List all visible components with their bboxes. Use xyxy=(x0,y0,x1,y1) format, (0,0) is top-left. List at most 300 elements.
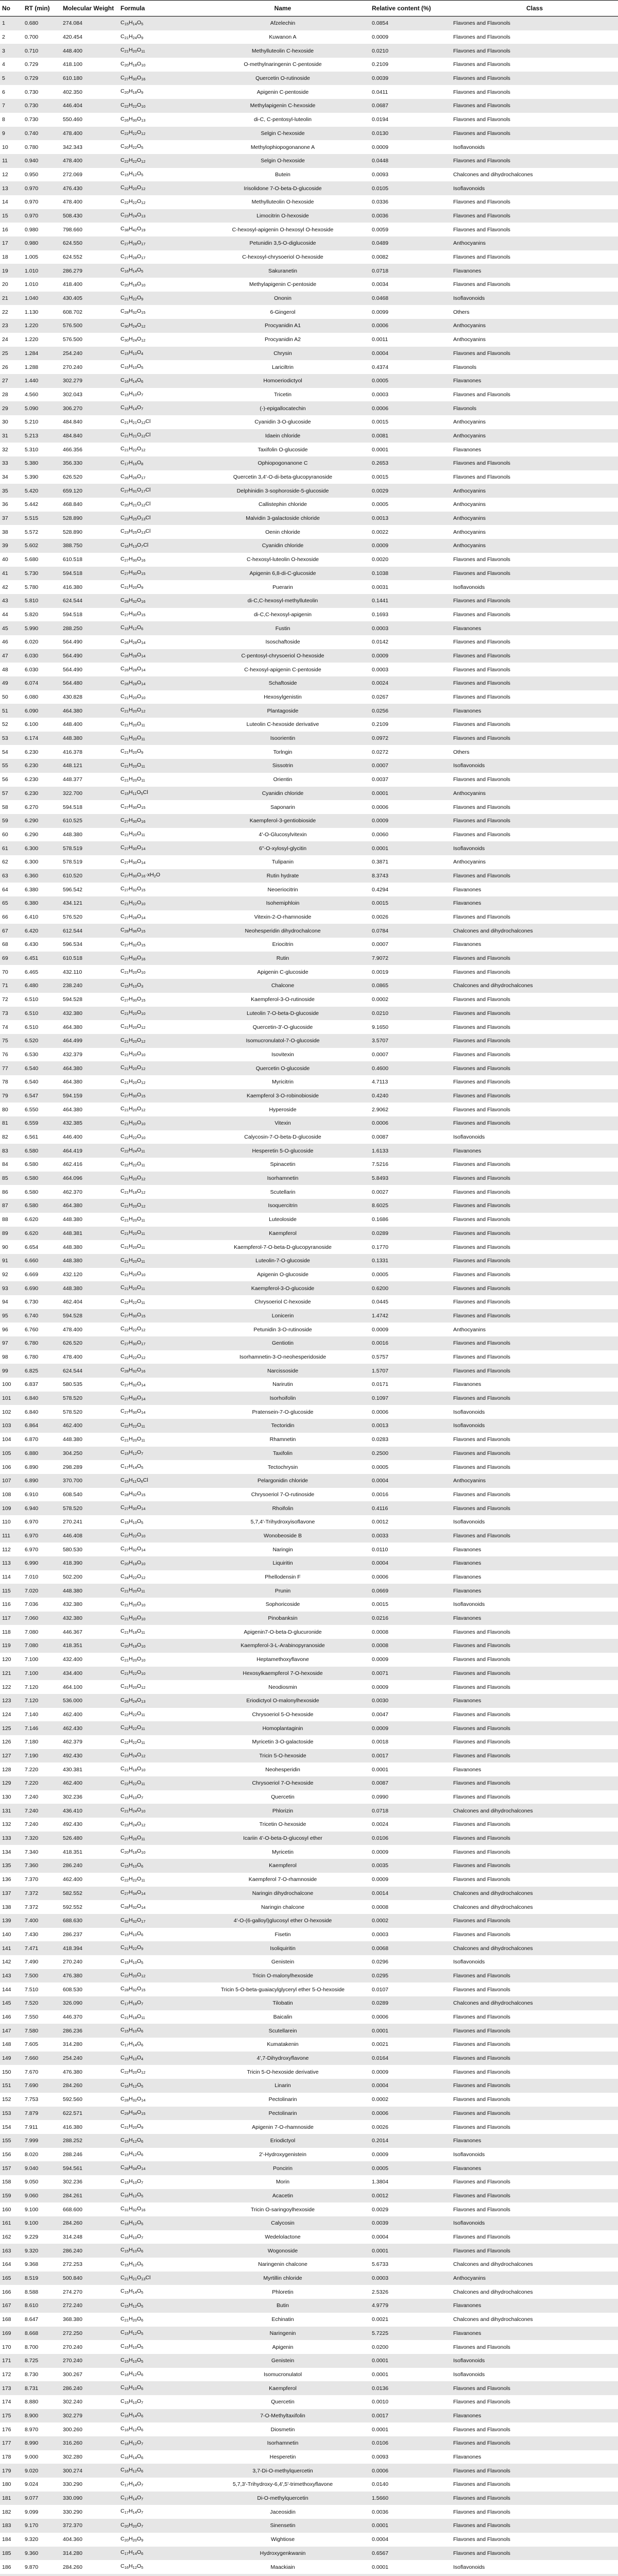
cell-rt: 6.020 xyxy=(23,635,61,649)
cell-molecular-weight: 448.381 xyxy=(61,1227,118,1241)
cell-no: 1 xyxy=(0,16,23,30)
cell-rt: 0.940 xyxy=(23,154,61,168)
cell-class: Flavones and Flavonols xyxy=(451,1048,618,1062)
cell-relative-content: 0.4240 xyxy=(370,1089,451,1103)
cell-no: 78 xyxy=(0,1075,23,1089)
cell-formula: $C_{20}H_{18}O_{10}$ xyxy=(118,1639,196,1653)
table-row xyxy=(0,443,618,456)
cell-formula: $C_{27}H_{32}O_{14}$ xyxy=(118,1378,196,1392)
cell-no: 163 xyxy=(0,2244,23,2258)
cell-formula: $C_{27}H_{28}O_{14}$ xyxy=(118,910,196,924)
cell-molecular-weight: 316.260 xyxy=(61,2436,118,2450)
cell-class: Flavones and Flavonols xyxy=(451,828,618,842)
cell-no: 149 xyxy=(0,2052,23,2065)
cell-molecular-weight: 528.890 xyxy=(61,525,118,539)
cell-relative-content: 0.2109 xyxy=(370,58,451,72)
cell-formula: $C_{21}H_{22}O_{10}$ xyxy=(118,896,196,910)
cell-formula: $C_{21}H_{20}O_{12}$ xyxy=(118,1680,196,1694)
table-row xyxy=(0,1996,618,2010)
cell-relative-content: 0.0015 xyxy=(370,896,451,910)
cell-molecular-weight: 578.519 xyxy=(61,855,118,869)
cell-name: Butin xyxy=(196,2299,370,2313)
cell-name: C-hexosyl-apigenin O-hexosyl O-hexoside xyxy=(196,223,370,236)
cell-relative-content: 0.1441 xyxy=(370,594,451,608)
cell-class: Flavanones xyxy=(451,2450,618,2464)
cell-molecular-weight: 270.240 xyxy=(61,2340,118,2354)
cell-class: Chalcones and dihydrochalcones xyxy=(451,2285,618,2299)
table-row xyxy=(0,1639,618,1653)
cell-relative-content: 0.0003 xyxy=(370,388,451,402)
table-row xyxy=(0,1474,618,1488)
cell-rt: 6.669 xyxy=(23,1268,61,1282)
table-row xyxy=(0,2065,618,2079)
cell-relative-content: 4.9779 xyxy=(370,2299,451,2313)
cell-class: Flavones and Flavonols xyxy=(451,2436,618,2450)
cell-class: Flavanones xyxy=(451,1694,618,1708)
cell-formula: $C_{15}H_{10}O_5$ xyxy=(118,1515,196,1529)
table-row xyxy=(0,1227,618,1241)
cell-relative-content: 0.0021 xyxy=(370,2313,451,2327)
cell-class: Flavones and Flavonols xyxy=(451,2492,618,2505)
cell-class: Flavones and Flavonols xyxy=(451,594,618,608)
cell-formula: $C_{23}H_{25}O_{13}Cl$ xyxy=(118,525,196,539)
cell-formula: $C_{22}H_{22}O_{11}$ xyxy=(118,1708,196,1722)
cell-relative-content: 9.1650 xyxy=(370,1020,451,1034)
cell-no: 153 xyxy=(0,2107,23,2121)
cell-name: Methylapigenin C-pentoside xyxy=(196,278,370,292)
cell-formula: C17H14O7 xyxy=(118,2478,196,2492)
cell-rt: 5.442 xyxy=(23,498,61,512)
table-row xyxy=(0,1130,618,1144)
cell-class: Flavones and Flavonols xyxy=(451,1309,618,1323)
cell-name: Methylluteolin O-hexoside xyxy=(196,195,370,209)
cell-rt: 6.380 xyxy=(23,883,61,896)
cell-molecular-weight: 466.356 xyxy=(61,443,118,456)
cell-class: Flavones and Flavonols xyxy=(451,2175,618,2189)
cell-class: Flavones and Flavonols xyxy=(451,608,618,622)
cell-no: 80 xyxy=(0,1103,23,1116)
cell-formula: $C_{21}H_{20}O_{11}$ xyxy=(118,732,196,745)
cell-rt: 7.400 xyxy=(23,1914,61,1928)
cell-rt: 7.100 xyxy=(23,1667,61,1681)
table-row xyxy=(0,2175,618,2189)
cell-name: Methylapigenin C-hexoside xyxy=(196,99,370,113)
cell-no: 118 xyxy=(0,1625,23,1639)
cell-rt: 9.050 xyxy=(23,2175,61,2189)
cell-name: Butein xyxy=(196,168,370,182)
cell-relative-content: 0.0006 xyxy=(370,2464,451,2478)
cell-no: 58 xyxy=(0,800,23,814)
cell-name: Luteolin-7-O-glucoside xyxy=(196,1254,370,1268)
cell-molecular-weight: 596.534 xyxy=(61,938,118,952)
cell-relative-content: 0.0865 xyxy=(370,979,451,993)
cell-relative-content: 0.0008 xyxy=(370,1900,451,1914)
cell-no: 44 xyxy=(0,608,23,622)
cell-relative-content: 0.0009 xyxy=(370,1680,451,1694)
cell-class: Flavones and Flavonols xyxy=(451,456,618,470)
cell-molecular-weight: 254.240 xyxy=(61,347,118,361)
table-row xyxy=(0,1309,618,1323)
cell-class: Flavones and Flavonols xyxy=(451,1336,618,1350)
cell-formula: C16H12O5 xyxy=(118,2079,196,2093)
cell-class: Isoflavonoids xyxy=(451,1598,618,1612)
cell-molecular-weight: 432.385 xyxy=(61,1116,118,1130)
cell-formula: $C_{26}H_{28}O_{14}$ xyxy=(118,649,196,663)
table-row xyxy=(0,2327,618,2341)
cell-relative-content: 0.0142 xyxy=(370,635,451,649)
cell-name: C-hexosyl-chrysoeriol O-hexoside xyxy=(196,250,370,264)
cell-formula: $C_{21}H_{20}O_{11}$ xyxy=(118,44,196,58)
cell-relative-content: 0.0002 xyxy=(370,993,451,1007)
cell-no: 167 xyxy=(0,2299,23,2313)
cell-no: 65 xyxy=(0,896,23,910)
cell-molecular-weight: 302.236 xyxy=(61,1790,118,1804)
cell-rt: 8.668 xyxy=(23,2327,61,2341)
table-row xyxy=(0,814,618,828)
cell-formula: $C_{21}H_{24}O_9$ xyxy=(118,30,196,44)
cell-molecular-weight: 610.518 xyxy=(61,553,118,567)
cell-formula: $C_{21}H_{20}O_{12}$ xyxy=(118,1020,196,1034)
cell-relative-content: 0.0007 xyxy=(370,938,451,952)
cell-relative-content: 0.0006 xyxy=(370,1570,451,1584)
table-row xyxy=(0,1364,618,1378)
cell-name: Neodiosmin xyxy=(196,1680,370,1694)
table-row xyxy=(0,2134,618,2148)
cell-name: Isoquercitrin xyxy=(196,1199,370,1213)
cell-name: Kaempferol xyxy=(196,2381,370,2395)
cell-name: Hesperetin 5-O-glucoside xyxy=(196,1144,370,1158)
cell-formula: $C_{22}H_{22}O_{11}$ xyxy=(118,1721,196,1735)
cell-molecular-weight: 610.520 xyxy=(61,869,118,883)
table-row xyxy=(0,1116,618,1130)
cell-no: 140 xyxy=(0,1928,23,1942)
table-row xyxy=(0,2079,618,2093)
cell-name: Naringin dihydrochalcone xyxy=(196,1887,370,1901)
cell-relative-content: 0.0001 xyxy=(370,1762,451,1776)
cell-no: 84 xyxy=(0,1158,23,1172)
cell-rt: 0.730 xyxy=(23,99,61,113)
cell-molecular-weight: 578.519 xyxy=(61,841,118,855)
cell-molecular-weight: 306.270 xyxy=(61,401,118,415)
cell-molecular-weight: 432.380 xyxy=(61,1612,118,1625)
cell-molecular-weight: 418.351 xyxy=(61,1845,118,1859)
table-row xyxy=(0,1969,618,1983)
table-row xyxy=(0,470,618,484)
cell-relative-content: 0.0001 xyxy=(370,2519,451,2533)
cell-name: Morin xyxy=(196,2175,370,2189)
cell-name: Luteolin C-hexoside derivative xyxy=(196,718,370,732)
cell-class: Flavones and Flavonols xyxy=(451,649,618,663)
cell-rt: 5.390 xyxy=(23,470,61,484)
table-row xyxy=(0,2478,618,2492)
table-row xyxy=(0,1928,618,1942)
cell-class: Anthocyanins xyxy=(451,429,618,443)
cell-molecular-weight: 578.520 xyxy=(61,1392,118,1405)
cell-name: Calycosin-7-O-beta-D-glucoside xyxy=(196,1130,370,1144)
cell-name: Hydroxygenkwanin xyxy=(196,2547,370,2561)
cell-name: Kaempferol 3-O-robinobioside xyxy=(196,1089,370,1103)
cell-class: Flavanones xyxy=(451,264,618,278)
cell-molecular-weight: 608.702 xyxy=(61,305,118,319)
cell-relative-content: 0.4374 xyxy=(370,360,451,374)
cell-molecular-weight: 462.404 xyxy=(61,1295,118,1309)
cell-relative-content: 4.7113 xyxy=(370,1075,451,1089)
cell-no: 184 xyxy=(0,2533,23,2547)
cell-molecular-weight: 462.400 xyxy=(61,1708,118,1722)
cell-rt: 0.680 xyxy=(23,16,61,30)
table-row xyxy=(0,1405,618,1419)
cell-relative-content: 0.0001 xyxy=(370,2422,451,2436)
table-row xyxy=(0,773,618,787)
cell-rt: 6.620 xyxy=(23,1227,61,1241)
cell-molecular-weight: 286.240 xyxy=(61,1859,118,1873)
cell-rt: 6.580 xyxy=(23,1158,61,1172)
cell-molecular-weight: 492.430 xyxy=(61,1818,118,1832)
cell-no: 107 xyxy=(0,1474,23,1488)
cell-formula: $C_{16}H_{13}O_7Cl$ xyxy=(118,539,196,553)
cell-molecular-weight: 288.252 xyxy=(61,2134,118,2148)
table-row xyxy=(0,2519,618,2533)
cell-name: Fustin xyxy=(196,621,370,635)
cell-name: Chrysoeriol 7-O-rutinoside xyxy=(196,1488,370,1502)
cell-relative-content: 0.0007 xyxy=(370,759,451,773)
cell-class: Flavones and Flavonols xyxy=(451,1818,618,1832)
cell-molecular-weight: 594.518 xyxy=(61,800,118,814)
cell-no: 135 xyxy=(0,1859,23,1873)
cell-molecular-weight: 430.405 xyxy=(61,292,118,306)
cell-rt: 6.230 xyxy=(23,745,61,759)
cell-molecular-weight: 464.380 xyxy=(61,704,118,718)
table-row xyxy=(0,1887,618,1901)
cell-rt: 6.465 xyxy=(23,965,61,979)
cell-formula: $C_{21}H_{20}O_{11}$ xyxy=(118,1254,196,1268)
cell-molecular-weight: 576.500 xyxy=(61,333,118,347)
cell-name: Plantagoside xyxy=(196,704,370,718)
cell-relative-content: 0.0001 xyxy=(370,443,451,456)
cell-relative-content: 0.0001 xyxy=(370,2368,451,2382)
cell-name: Apigenin C-glucoside xyxy=(196,965,370,979)
cell-name: Tricin O-saringoylhexoside xyxy=(196,2202,370,2216)
cell-rt: 7.660 xyxy=(23,2052,61,2065)
cell-relative-content: 0.0445 xyxy=(370,1295,451,1309)
cell-no: 72 xyxy=(0,993,23,1007)
cell-name: Isorhoifolin xyxy=(196,1392,370,1405)
cell-molecular-weight: 420.454 xyxy=(61,30,118,44)
cell-rt: 6.864 xyxy=(23,1419,61,1433)
cell-formula: C15H10O5 xyxy=(118,2354,196,2368)
cell-no: 128 xyxy=(0,1762,23,1776)
cell-formula: $C_{22}H_{22}O_{11}$ xyxy=(118,1295,196,1309)
cell-class: Isoflavonoids xyxy=(451,2368,618,2382)
cell-rt: 5.820 xyxy=(23,608,61,622)
cell-no: 168 xyxy=(0,2313,23,2327)
cell-rt: 6.580 xyxy=(23,1199,61,1213)
cell-name: Puerarin xyxy=(196,580,370,594)
cell-formula: $C_{21}H_{20}O_{10}$ xyxy=(118,1653,196,1667)
table-row xyxy=(0,938,618,952)
table-row xyxy=(0,347,618,361)
table-row xyxy=(0,1103,618,1116)
cell-formula: $C_{27}H_{30}O_{15}$ xyxy=(118,1089,196,1103)
cell-relative-content: 0.2109 xyxy=(370,718,451,732)
cell-molecular-weight: 594.528 xyxy=(61,993,118,1007)
table-row xyxy=(0,2381,618,2395)
cell-class: Flavones and Flavonols xyxy=(451,1969,618,1983)
cell-no: 134 xyxy=(0,1845,23,1859)
cell-formula: $C_{27}H_{30}O_{15}$ xyxy=(118,800,196,814)
cell-rt: 6.780 xyxy=(23,1336,61,1350)
cell-class: Isoflavonoids xyxy=(451,580,618,594)
cell-relative-content: 0.0105 xyxy=(370,181,451,195)
cell-name: Taxifolin O-glucoside xyxy=(196,443,370,456)
cell-no: 14 xyxy=(0,195,23,209)
cell-name: Saponarin xyxy=(196,800,370,814)
cell-name: Narcissoside xyxy=(196,1364,370,1378)
cell-rt: 8.730 xyxy=(23,2368,61,2382)
cell-formula: $C_{27}H_{30}O_{15}$ xyxy=(118,608,196,622)
cell-rt: 5.810 xyxy=(23,594,61,608)
cell-molecular-weight: 368.380 xyxy=(61,2313,118,2327)
table-row xyxy=(0,745,618,759)
cell-no: 45 xyxy=(0,621,23,635)
cell-formula: $C_{23}H_{25}O_{13}Cl$ xyxy=(118,512,196,526)
cell-relative-content: 0.0009 xyxy=(370,2148,451,2162)
cell-class: Flavones and Flavonols xyxy=(451,1914,618,1928)
cell-relative-content: 0.0005 xyxy=(370,1460,451,1474)
cell-molecular-weight: 284.260 xyxy=(61,2216,118,2230)
cell-rt: 8.970 xyxy=(23,2422,61,2436)
cell-relative-content: 0.0005 xyxy=(370,374,451,388)
cell-rt: 0.780 xyxy=(23,140,61,154)
cell-relative-content: 0.0107 xyxy=(370,1982,451,1996)
cell-name: Lonicerin xyxy=(196,1309,370,1323)
cell-formula: $C_{27}H_{30}O_{14}$ xyxy=(118,1501,196,1515)
cell-relative-content: 0.0106 xyxy=(370,1832,451,1845)
table-row xyxy=(0,1762,618,1776)
cell-rt: 7.340 xyxy=(23,1845,61,1859)
cell-relative-content: 0.0008 xyxy=(370,1639,451,1653)
cell-rt: 6.080 xyxy=(23,690,61,704)
cell-class: Flavones and Flavonols xyxy=(451,209,618,223)
cell-class: Flavanones xyxy=(451,704,618,718)
cell-rt: 0.980 xyxy=(23,236,61,250)
cell-rt: 6.760 xyxy=(23,1323,61,1336)
cell-class: Chalcones and dihydrochalcones xyxy=(451,1804,618,1818)
table-row xyxy=(0,2299,618,2313)
cell-class: Flavones and Flavonols xyxy=(451,1158,618,1172)
table-row xyxy=(0,2202,618,2216)
cell-formula: $C_{21}H_{20}O_{12}$ xyxy=(118,1103,196,1116)
cell-no: 18 xyxy=(0,250,23,264)
cell-relative-content: 0.0031 xyxy=(370,580,451,594)
cell-molecular-weight: 302.279 xyxy=(61,2409,118,2423)
cell-class: Isoflavonoids xyxy=(451,2216,618,2230)
cell-rt: 1.040 xyxy=(23,292,61,306)
cell-rt: 6.970 xyxy=(23,1543,61,1556)
cell-rt: 7.010 xyxy=(23,1570,61,1584)
table-row xyxy=(0,1653,618,1667)
cell-class: Flavanones xyxy=(451,1556,618,1570)
table-row xyxy=(0,2574,618,2576)
cell-name: Vitexin xyxy=(196,1116,370,1130)
cell-no: 64 xyxy=(0,883,23,896)
cell-molecular-weight: 564.490 xyxy=(61,663,118,676)
cell-class: Anthocyanins xyxy=(451,1323,618,1336)
cell-formula: $C_{17}H_{16}O_8$ xyxy=(118,456,196,470)
cell-formula: $C_{22}H_{24}O_{11}$ xyxy=(118,1144,196,1158)
cell-no: 92 xyxy=(0,1268,23,1282)
cell-class: Flavones and Flavonols xyxy=(451,952,618,965)
table-row xyxy=(0,2107,618,2121)
cell-relative-content: 0.0411 xyxy=(370,85,451,99)
cell-name: Ophiopogonanone C xyxy=(196,456,370,470)
cell-molecular-weight: 464.380 xyxy=(61,1075,118,1089)
cell-class: Flavones and Flavonols xyxy=(451,718,618,732)
cell-no: 164 xyxy=(0,2258,23,2272)
cell-molecular-weight: 272.250 xyxy=(61,2327,118,2341)
cell-name: Quercetin xyxy=(196,2395,370,2409)
cell-no: 165 xyxy=(0,2272,23,2285)
cell-formula: $C_{21}H_{22}O_9$ xyxy=(118,292,196,306)
cell-relative-content: 0.0003 xyxy=(370,1928,451,1942)
cell-rt: 5.730 xyxy=(23,567,61,581)
table-row xyxy=(0,2354,618,2368)
cell-molecular-weight: 610.180 xyxy=(61,72,118,86)
cell-relative-content: 0.0036 xyxy=(370,209,451,223)
cell-relative-content: 0.0007 xyxy=(370,1048,451,1062)
cell-formula: C21H18O11 xyxy=(118,2010,196,2024)
cell-relative-content: 0.0009 xyxy=(370,1323,451,1336)
cell-molecular-weight: 478.400 xyxy=(61,154,118,168)
cell-formula: C16H12O6 xyxy=(118,2368,196,2382)
cell-name: Torlngin xyxy=(196,745,370,759)
table-row xyxy=(0,1556,618,1570)
cell-rt: 6.290 xyxy=(23,814,61,828)
table-row xyxy=(0,1501,618,1515)
cell-formula: C17H18O7 xyxy=(118,1996,196,2010)
cell-name: Eriodictyol xyxy=(196,2134,370,2148)
cell-molecular-weight: 626.520 xyxy=(61,470,118,484)
cell-class: Flavones and Flavonols xyxy=(451,1501,618,1515)
cell-name: Genistein xyxy=(196,2354,370,2368)
cell-molecular-weight: 580.530 xyxy=(61,1543,118,1556)
cell-formula: C28H32O15 xyxy=(118,1982,196,1996)
cell-rt: 9.100 xyxy=(23,2216,61,2230)
cell-formula: $C_{22}H_{22}O_{10}$ xyxy=(118,1130,196,1144)
cell-relative-content: 0.0002 xyxy=(370,1914,451,1928)
table-row xyxy=(0,1433,618,1447)
cell-formula: $C_{27}H_{30}O_{16}\cdot xH_2O$ xyxy=(118,869,196,883)
cell-molecular-weight: 594.528 xyxy=(61,1309,118,1323)
cell-relative-content: 0.0060 xyxy=(370,828,451,842)
cell-class: Flavones and Flavonols xyxy=(451,1776,618,1790)
cell-relative-content: 8.3743 xyxy=(370,869,451,883)
cell-relative-content: 0.0033 xyxy=(370,1529,451,1543)
cell-class: Chalcones and dihydrochalcones xyxy=(451,2313,618,2327)
cell-relative-content: 0.1770 xyxy=(370,1240,451,1254)
cell-rt: 0.729 xyxy=(23,72,61,86)
cell-relative-content: 0.0093 xyxy=(370,168,451,182)
cell-formula: $C_{27}H_{31}O_{17}Cl$ xyxy=(118,484,196,498)
cell-class: Flavones and Flavonols xyxy=(451,910,618,924)
cell-name: Apigenin7-O-beta-D-glucuronide xyxy=(196,1625,370,1639)
table-row xyxy=(0,539,618,553)
cell-relative-content: 0.0004 xyxy=(370,2533,451,2547)
cell-molecular-weight: 448.377 xyxy=(61,773,118,787)
cell-no: 169 xyxy=(0,2327,23,2341)
cell-formula: C27H26O11 xyxy=(118,1832,196,1845)
cell-class: Flavones and Flavonols xyxy=(451,1680,618,1694)
